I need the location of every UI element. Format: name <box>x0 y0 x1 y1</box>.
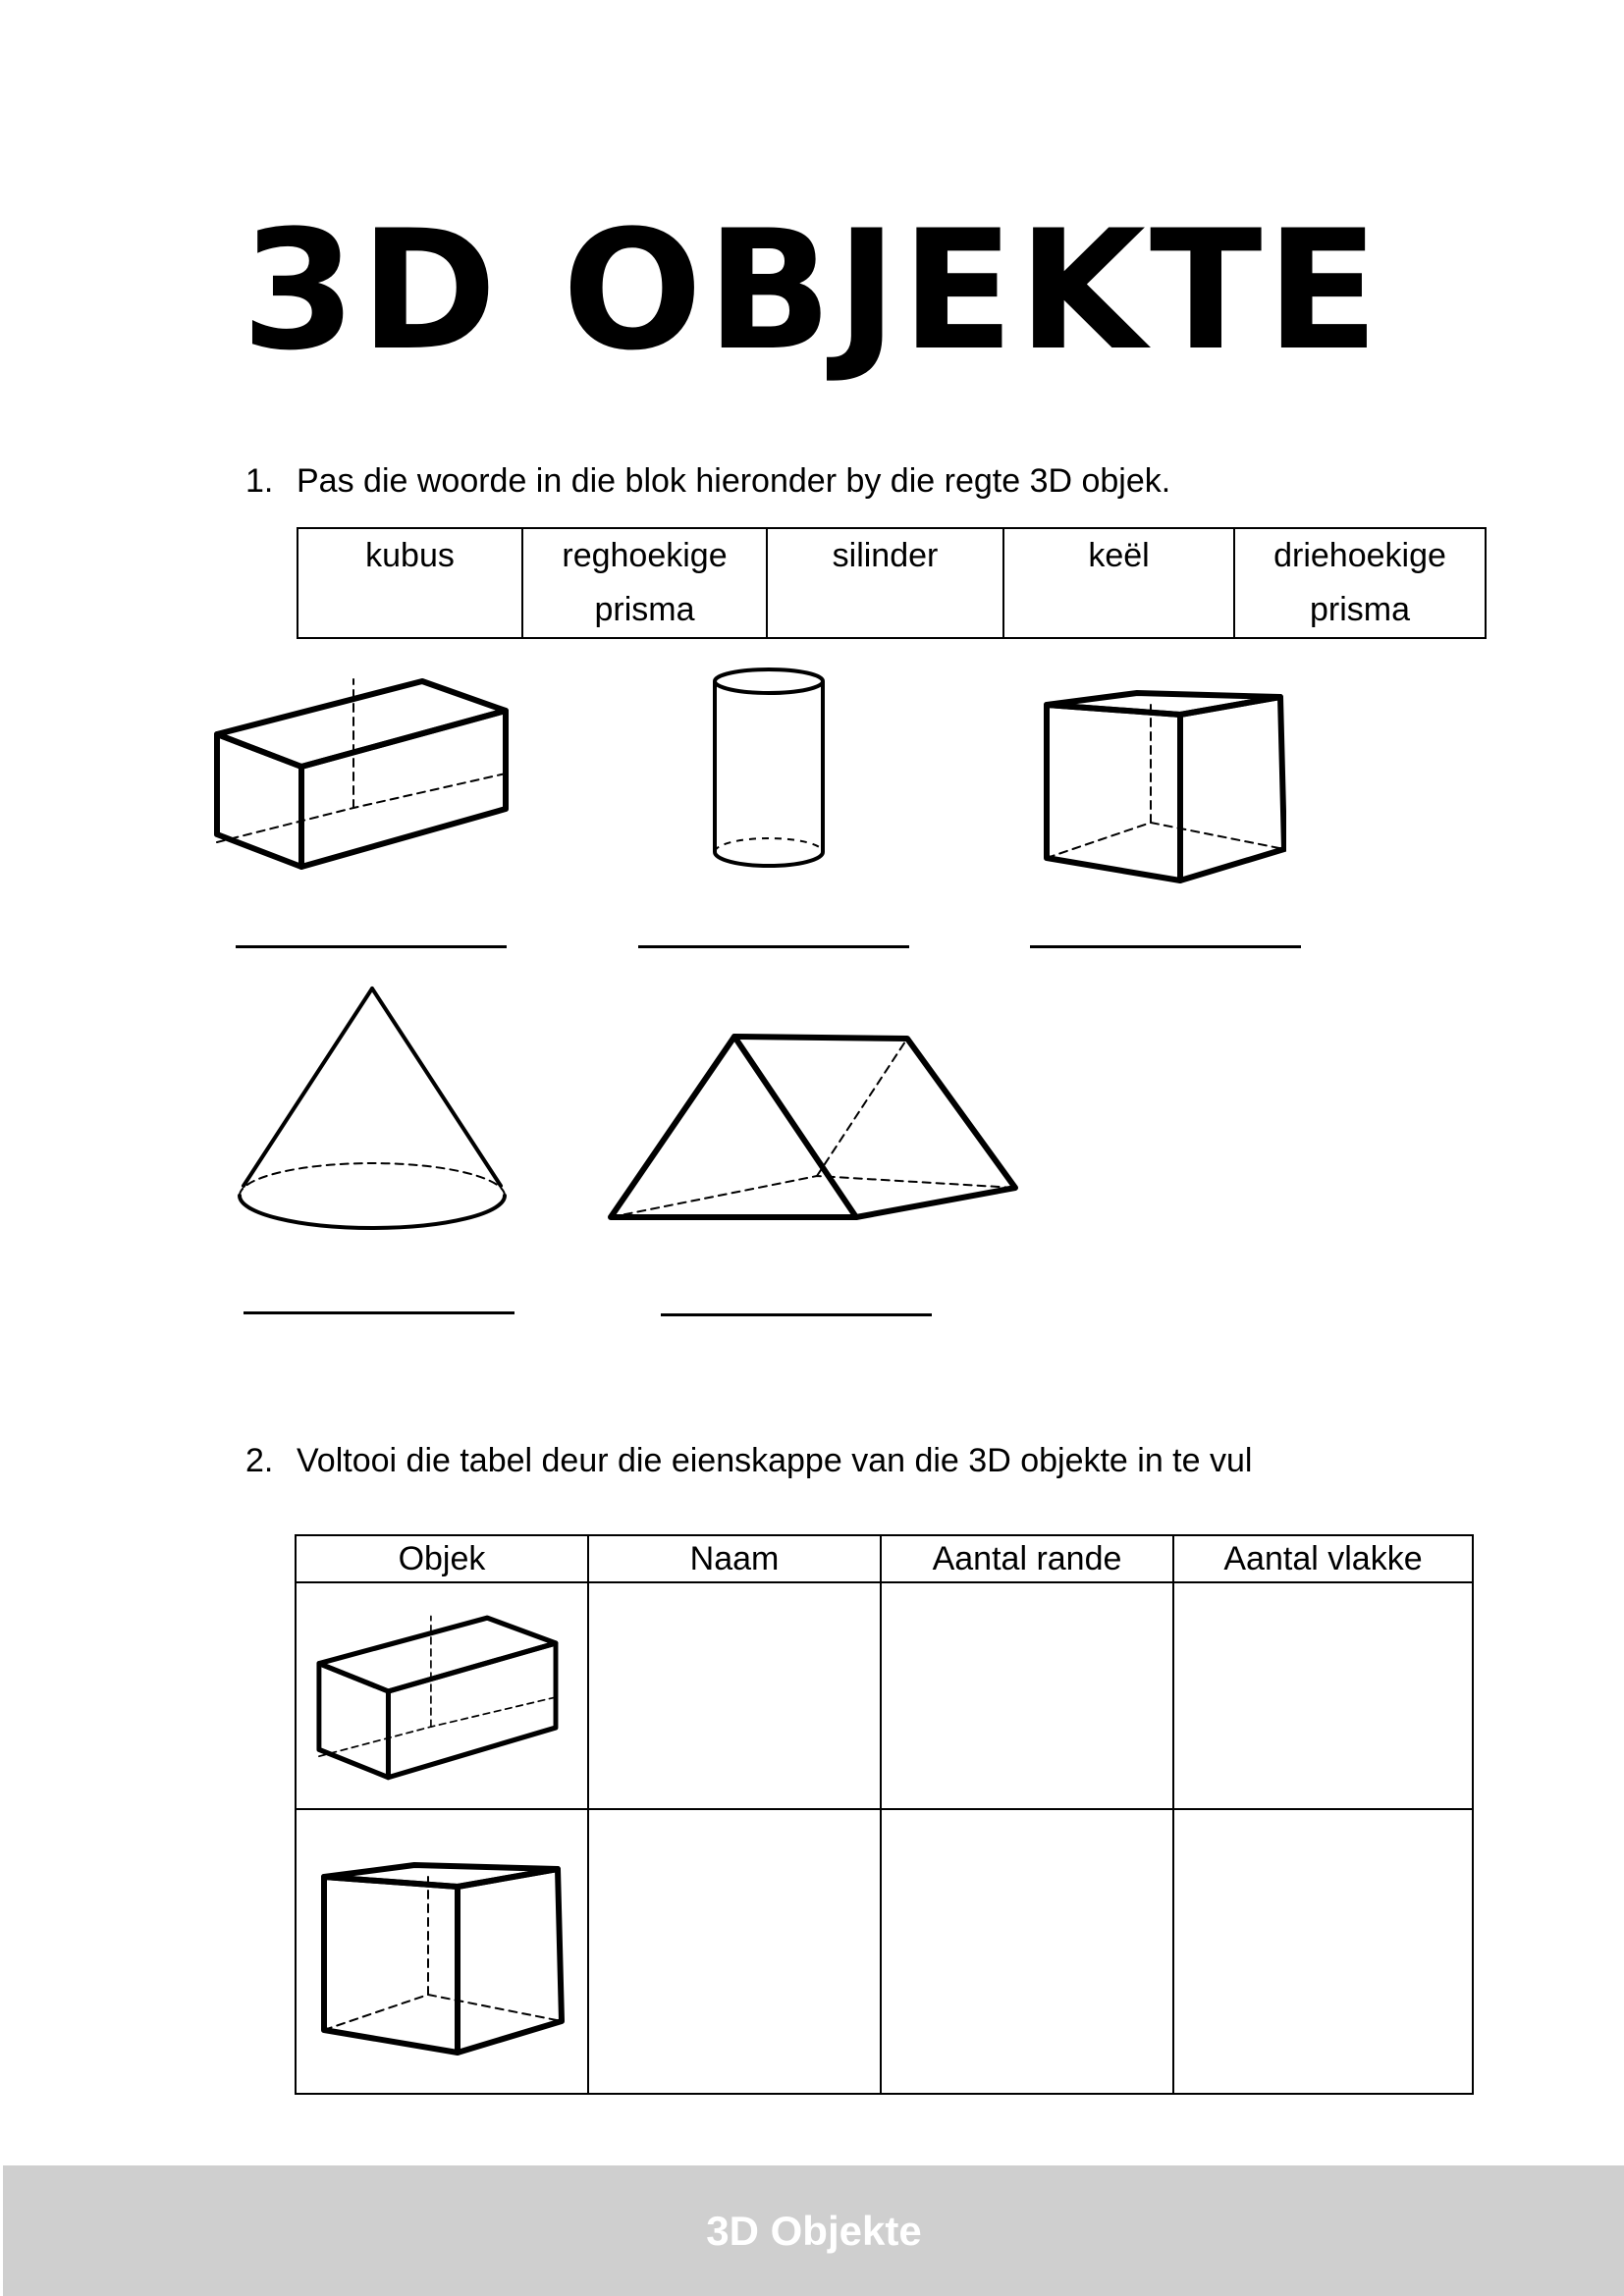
question-1-number: 1. <box>245 462 274 500</box>
vlakke-answer-cell[interactable] <box>1173 1809 1473 2094</box>
word-bank-word: reghoekige <box>562 537 728 574</box>
word-bank-word: keël <box>1088 537 1150 574</box>
word-bank-word-line2: prisma <box>594 591 695 628</box>
naam-answer-cell[interactable] <box>588 1809 881 2094</box>
object-cell <box>296 1582 588 1809</box>
question-2 <box>245 1439 1252 1482</box>
rande-answer-cell[interactable] <box>881 1809 1173 2094</box>
vlakke-answer-cell[interactable] <box>1173 1582 1473 1809</box>
answer-line[interactable] <box>1030 945 1301 948</box>
cylinder-icon <box>705 664 833 885</box>
column-header-objek: Objek <box>296 1535 588 1582</box>
column-header-aantal-vlakke: Aantal vlakke <box>1173 1535 1473 1582</box>
rande-answer-cell[interactable] <box>881 1582 1173 1809</box>
question-1 <box>245 459 1170 503</box>
page-title: 3D OBJEKTE <box>241 194 1383 387</box>
question-1-text: Pas die woorde in die blok hieronder by die regte 3D objek. <box>297 462 1171 500</box>
table-row <box>296 1582 1473 1809</box>
footer-text: 3D Objekte <box>706 2208 922 2254</box>
word-bank-table <box>297 527 1487 639</box>
word-bank-word: kubus <box>365 537 455 574</box>
word-bank-cell <box>767 528 1003 638</box>
word-bank-cell <box>522 528 767 638</box>
properties-table <box>295 1534 1474 2095</box>
naam-answer-cell[interactable] <box>588 1582 881 1809</box>
answer-line[interactable] <box>236 945 507 948</box>
word-bank-cell <box>298 528 522 638</box>
answer-line[interactable] <box>638 945 909 948</box>
footer-bar <box>3 2165 1624 2296</box>
answer-line[interactable] <box>661 1313 932 1316</box>
column-header-aantal-rande: Aantal rande <box>881 1535 1173 1582</box>
triangular-prism-icon <box>607 1033 1019 1229</box>
table-row <box>296 1809 1473 2094</box>
cone-icon <box>234 985 511 1250</box>
word-bank-cell <box>1003 528 1234 638</box>
question-2-text: Voltooi die tabel deur die eienskappe van die 3D objekte in te vul <box>297 1442 1253 1479</box>
answer-line[interactable] <box>244 1311 514 1314</box>
cube-icon <box>1041 689 1286 885</box>
column-header-naam: Naam <box>588 1535 881 1582</box>
word-bank-word: silinder <box>832 537 939 574</box>
table-header-row <box>296 1535 1473 1582</box>
question-2-number: 2. <box>245 1442 274 1479</box>
cube-icon <box>297 1810 587 2088</box>
object-cell <box>296 1809 588 2094</box>
rectangular-prism-icon <box>297 1583 587 1803</box>
rectangular-prism-icon <box>211 675 515 872</box>
word-bank-word-line2: prisma <box>1309 591 1411 628</box>
word-bank-word: driehoekige <box>1273 537 1446 574</box>
word-bank-cell <box>1234 528 1486 638</box>
